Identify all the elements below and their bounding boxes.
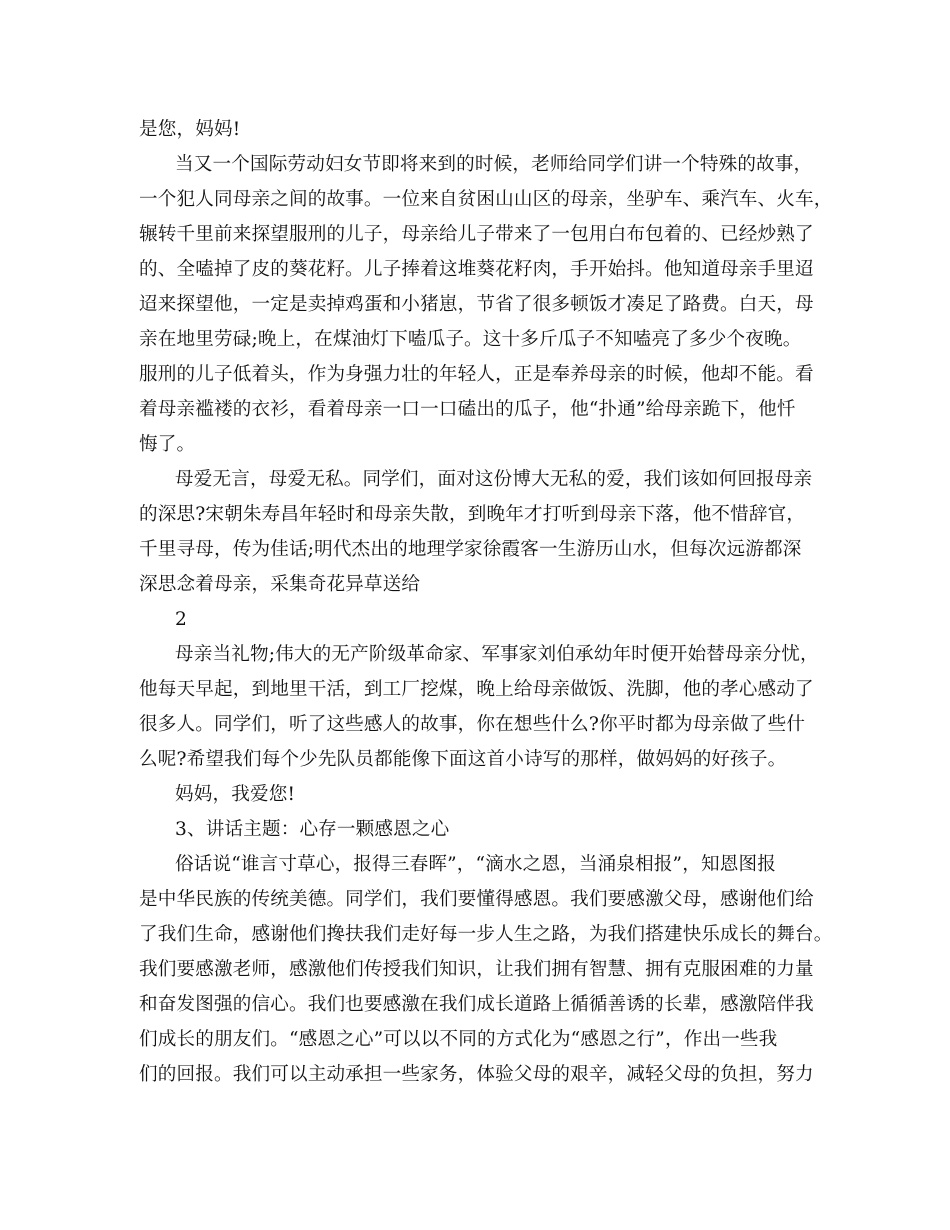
section-heading: 3、讲话主题：心存一颗感恩之心 (175, 819, 450, 840)
text-line: 我们要感激老师，感激他们传授我们知识，让我们拥有智慧、拥有克服困难的力量 (139, 959, 814, 980)
text-line: 是中华民族的传统美德。同学们，我们要懂得感恩。我们要感激父母，感谢他们给 (139, 889, 814, 910)
text-line: 服刑的儿子低着头，作为身强力壮的年轻人，正是奉养母亲的时候，他却不能。看 (139, 364, 814, 385)
text-line: 一个犯人同母亲之间的故事。一位来自贫困山山区的母亲，坐驴车、乘汽车、火车， (139, 189, 833, 210)
text-line: 了我们生命，感谢他们搀扶我们走好每一步人生之路，为我们搭建快乐成长的舞台。 (139, 924, 833, 945)
text-line: 迢来探望他，一定是卖掉鸡蛋和小猪崽，节省了很多顿饭才凑足了路费。白天，母 (139, 294, 814, 315)
text-line: 和奋发图强的信心。我们也要感激在我们成长道路上循循善诱的长辈，感激陪伴我 (139, 994, 814, 1015)
text-line: 们的回报。我们可以主动承担一些家务，体验父母的艰辛，减轻父母的负担，努力 (139, 1064, 814, 1085)
paragraph-start: 当又一个国际劳动妇女节即将来到的时候，老师给同学们讲一个特殊的故事， (175, 154, 813, 175)
page-number: 2 (175, 609, 187, 630)
text-line: 深思念着母亲，采集奇花异草送给 (139, 574, 421, 595)
text-line: 的、全嗑掉了皮的葵花籽。儿子捧着这堆葵花籽肉，手开始抖。他知道母亲手里迢 (139, 259, 814, 280)
text-line: 辗转千里前来探望服刑的儿子，母亲给儿子带来了一包用白布包着的、已经炒熟了 (139, 224, 814, 245)
text-line: 着母亲褴褛的衣衫，看着母亲一口一口磕出的瓜子，他“扑通”给母亲跪下，他忏 (139, 399, 796, 420)
text-line: 的深思?宋朝朱寿昌年轻时和母亲失散，到晚年才打听到母亲下落，他不惜辞官， (139, 504, 806, 525)
text-line: 千里寻母，传为佳话;明代杰出的地理学家徐霞客一生游历山水，但每次远游都深 (139, 539, 802, 560)
paragraph-start: 俗话说“谁言寸草心，报得三春晖”，“滴水之恩，当涌泉相报”，知恩图报 (175, 854, 776, 875)
text-line: 他每天早起，到地里干活，到工厂挖煤，晚上给母亲做饭、洗脚，他的孝心感动了 (139, 679, 814, 700)
paragraph-start: 妈妈，我爱您! (175, 784, 296, 805)
text-line: 是您，妈妈! (139, 119, 241, 140)
paragraph-start: 母爱无言，母爱无私。同学们，面对这份博大无私的爱，我们该如何回报母亲 (175, 469, 813, 490)
text-line: 们成长的朋友们。“感恩之心”可以以不同的方式化为“感恩之行”，作出一些我 (139, 1029, 778, 1050)
text-line: 么呢?希望我们每个少先队员都能像下面这首小诗写的那样，做妈妈的好孩子。 (139, 749, 787, 770)
text-line: 亲在地里劳碌;晚上，在煤油灯下嗑瓜子。这十多斤瓜子不知嗑亮了多少个夜晚。 (139, 329, 802, 350)
paragraph-start: 母亲当礼物;伟大的无产阶级革命家、军事家刘伯承幼年时便开始替母亲分忧， (175, 644, 819, 665)
text-line: 悔了。 (139, 434, 196, 455)
text-line: 很多人。同学们，听了这些感人的故事，你在想些什么?你平时都为母亲做了些什 (139, 714, 806, 735)
